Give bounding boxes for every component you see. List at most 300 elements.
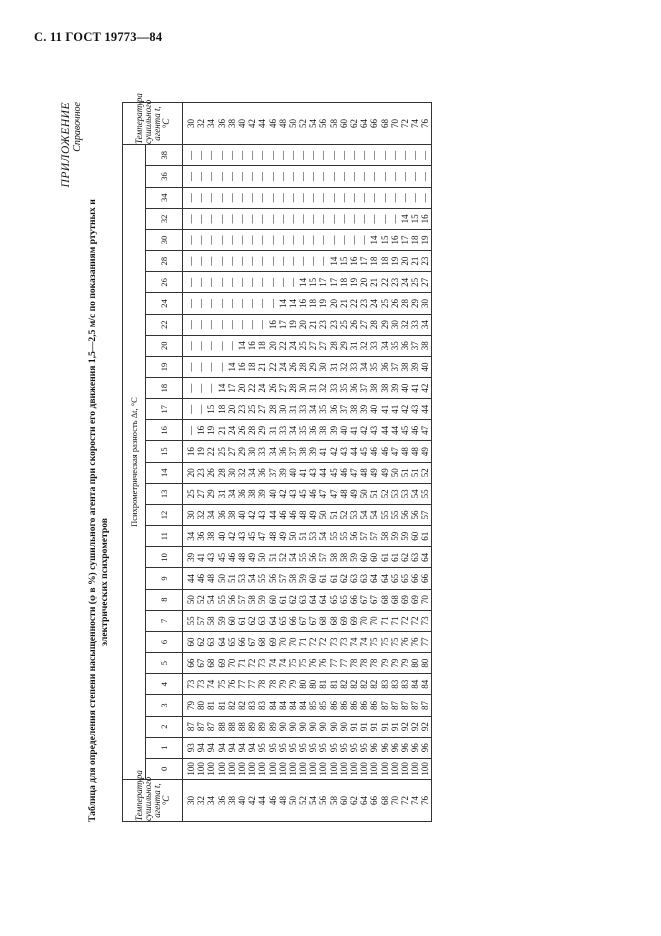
table-cell: 23: [318, 320, 329, 330]
table-cell: 57: [420, 510, 431, 520]
table-cell: —: [186, 298, 196, 308]
table-cell: 64: [369, 574, 380, 584]
left-temp-value: 70: [389, 796, 400, 805]
table-cell: —: [236, 320, 247, 330]
table-cell: 63: [257, 616, 268, 626]
table-cell: —: [186, 277, 196, 287]
table-cell: 95: [318, 743, 329, 753]
table-cell: —: [359, 214, 370, 224]
table-cell: 58: [328, 552, 339, 562]
table-cell: 61: [318, 574, 329, 584]
left-temp-value: 46: [267, 796, 278, 805]
left-temp-value: 38: [226, 796, 237, 805]
table-cell: 59: [399, 531, 410, 541]
table-cell: 87: [410, 700, 421, 710]
table-cell: 33: [328, 383, 339, 393]
table-cell: —: [308, 172, 319, 182]
table-cell: 61: [420, 531, 431, 541]
table-cell: 79: [287, 679, 298, 689]
table-cell: 49: [420, 447, 431, 457]
table-cell: 40: [267, 489, 278, 499]
table-cell: 47: [420, 425, 431, 435]
table-cell: 82: [226, 700, 237, 710]
table-cell: —: [206, 150, 217, 160]
table-cell: 22: [349, 298, 359, 308]
table-cell: 100: [328, 762, 339, 776]
table-cell: 39: [328, 425, 339, 435]
table-cell: —: [196, 235, 207, 245]
table-cell: 38: [349, 404, 359, 414]
table-cell: —: [308, 235, 319, 245]
left-temp-value: 52: [298, 796, 309, 805]
table-cell: 46: [379, 447, 390, 457]
table-cell: 64: [308, 595, 319, 605]
table-cell: —: [216, 150, 227, 160]
table-cell: —: [349, 214, 359, 224]
table-cell: 42: [420, 383, 431, 393]
table-cell: —: [186, 404, 196, 414]
table-cell: 27: [196, 489, 207, 499]
table-cell: 42: [328, 447, 339, 457]
table-cell: 32: [196, 510, 207, 520]
data-column: [183, 483, 432, 504]
table-caption: [58, 102, 118, 822]
table-cell: 71: [298, 637, 309, 647]
table-cell: 25: [247, 404, 258, 414]
table-cell: —: [328, 193, 339, 203]
table-cell: —: [267, 193, 278, 203]
data-column: [183, 378, 432, 399]
table-cell: 34: [206, 510, 217, 520]
table-cell: 44: [267, 510, 278, 520]
table-cell: 74: [267, 658, 278, 668]
column-header-delta: 2: [146, 716, 183, 737]
table-title: [87, 102, 111, 822]
table-cell: —: [328, 235, 339, 245]
table-cell: 31: [267, 425, 278, 435]
table-cell: 37: [389, 362, 400, 372]
table-cell: 64: [420, 552, 431, 562]
table-cell: 14: [287, 298, 298, 308]
table-cell: —: [236, 193, 247, 203]
table-cell: —: [236, 298, 247, 308]
table-cell: 19: [206, 425, 217, 435]
table-cell: —: [247, 320, 258, 330]
table-cell: 47: [257, 531, 268, 541]
table-cell: 64: [318, 595, 329, 605]
page-header: С. 11 ГОСТ 19773—84: [34, 30, 163, 44]
table-cell: —: [328, 172, 339, 182]
table-cell: —: [267, 277, 278, 287]
table-cell: 43: [287, 489, 298, 499]
left-temp-value: 76: [420, 796, 431, 805]
left-temp-value: 72: [399, 796, 410, 805]
table-cell: 60: [359, 552, 370, 562]
table-cell: 74: [349, 637, 359, 647]
table-cell: 36: [236, 489, 247, 499]
table-cell: 100: [349, 762, 359, 776]
table-cell: 48: [410, 447, 421, 457]
table-cell: 62: [338, 574, 349, 584]
table-cell: 24: [277, 362, 288, 372]
table-cell: —: [247, 256, 258, 266]
table-cell: 16: [420, 214, 431, 224]
table-cell: —: [318, 256, 329, 266]
table-cell: 47: [328, 489, 339, 499]
table-cell: 79: [379, 658, 390, 668]
table-cell: 37: [287, 447, 298, 457]
table-cell: —: [257, 256, 268, 266]
table-cell: 36: [308, 425, 319, 435]
table-cell: 33: [277, 425, 288, 435]
table-cell: 70: [369, 616, 380, 626]
table-cell: 100: [410, 762, 421, 776]
table-cell: 34: [226, 489, 237, 499]
table-cell: 94: [206, 743, 217, 753]
table-cell: 43: [308, 468, 319, 478]
table-cell: 95: [257, 743, 268, 753]
table-cell: —: [308, 150, 319, 160]
table-cell: —: [267, 214, 278, 224]
table-cell: 22: [277, 341, 288, 351]
table-cell: 31: [349, 341, 359, 351]
table-cell: 49: [247, 552, 258, 562]
table-cell: 40: [399, 383, 410, 393]
table-cell: 41: [196, 552, 207, 562]
table-cell: 78: [267, 679, 278, 689]
table-cell: 58: [206, 616, 217, 626]
table-cell: 70: [359, 616, 370, 626]
table-cell: 42: [226, 531, 237, 541]
table-cell: 54: [206, 595, 217, 605]
left-temp-value: 62: [349, 796, 359, 805]
table-cell: 87: [186, 722, 196, 732]
column-header-delta: 13: [146, 483, 183, 504]
table-cell: —: [186, 383, 196, 393]
table-cell: 25: [298, 341, 309, 351]
table-cell: —: [349, 172, 359, 182]
table-cell: 91: [369, 722, 380, 732]
table-cell: —: [196, 404, 207, 414]
table-cell: —: [247, 172, 258, 182]
table-cell: —: [226, 150, 237, 160]
data-column: [183, 441, 432, 462]
table-cell: —: [247, 277, 258, 287]
right-temp-value: 48: [277, 119, 288, 128]
right-temp-value: 70: [389, 119, 400, 128]
table-cell: 41: [379, 404, 390, 414]
table-cell: 65: [338, 595, 349, 605]
data-column: [183, 631, 432, 652]
table-cell: 46: [338, 468, 349, 478]
column-header-delta: 9: [146, 568, 183, 589]
data-column: [183, 610, 432, 631]
table-cell: 16: [298, 298, 309, 308]
table-cell: 56: [349, 531, 359, 541]
table-cell: 27: [318, 341, 329, 351]
table-cell: 100: [216, 762, 227, 776]
data-column: [183, 335, 432, 356]
table-cell: 37: [338, 404, 349, 414]
table-cell: 32: [359, 341, 370, 351]
table-cell: 58: [247, 595, 258, 605]
table-cell: 28: [399, 298, 410, 308]
table-cell: 24: [287, 341, 298, 351]
table-cell: 38: [379, 383, 390, 393]
table-cell: 37: [359, 383, 370, 393]
table-cell: 65: [277, 616, 288, 626]
table-cell: 79: [399, 658, 410, 668]
table-cell: 33: [369, 341, 380, 351]
left-temp-value: 58: [328, 796, 339, 805]
table-cell: —: [226, 172, 237, 182]
table-cell: 31: [328, 362, 339, 372]
table-cell: 18: [369, 256, 380, 266]
table-cell: 23: [389, 277, 400, 287]
table-cell: —: [277, 256, 288, 266]
table-cell: 22: [379, 277, 390, 287]
table-cell: 48: [338, 489, 349, 499]
table-cell: 59: [389, 531, 400, 541]
table-cell: 48: [267, 531, 278, 541]
column-header-delta: 20: [146, 335, 183, 356]
table-cell: 50: [186, 595, 196, 605]
table-cell: —: [206, 362, 217, 372]
table-cell: —: [369, 193, 380, 203]
table-cell: 30: [389, 320, 400, 330]
table-cell: 30: [247, 447, 258, 457]
right-temp-value: 54: [308, 119, 319, 128]
table-cell: 78: [359, 658, 370, 668]
table-cell: 31: [287, 404, 298, 414]
data-column: [183, 187, 432, 208]
table-cell: 38: [318, 425, 329, 435]
table-cell: 81: [328, 679, 339, 689]
table-cell: 39: [257, 489, 268, 499]
table-cell: —: [369, 172, 380, 182]
table-cell: 50: [318, 510, 329, 520]
table-cell: 47: [389, 447, 400, 457]
table-cell: 33: [349, 362, 359, 372]
table-cell: —: [318, 150, 329, 160]
table-cell: 100: [196, 762, 207, 776]
table-cell: —: [318, 172, 329, 182]
table-cell: —: [379, 214, 390, 224]
table-cell: 38: [298, 447, 309, 457]
left-temp-value: 64: [359, 796, 370, 805]
table-cell: 59: [257, 595, 268, 605]
table-cell: 32: [338, 362, 349, 372]
table-cell: —: [267, 150, 278, 160]
right-temp-value: 66: [369, 119, 380, 128]
table-cell: 73: [328, 637, 339, 647]
table-cell: 90: [277, 722, 288, 732]
table-cell: —: [216, 256, 227, 266]
table-cell: 55: [298, 552, 309, 562]
right-temp-value: 72: [399, 119, 410, 128]
table-cell: 80: [196, 700, 207, 710]
table-cell: 73: [196, 679, 207, 689]
table-cell: —: [186, 256, 196, 266]
table-cell: 73: [186, 679, 196, 689]
column-header-delta: 1: [146, 737, 183, 758]
table-cell: 71: [389, 616, 400, 626]
table-cell: 30: [226, 468, 237, 478]
table-cell: 20: [236, 383, 247, 393]
table-cell: 43: [410, 404, 421, 414]
table-cell: —: [410, 193, 421, 203]
table-cell: 42: [399, 404, 410, 414]
data-column: [183, 208, 432, 229]
table-cell: 52: [420, 468, 431, 478]
table-cell: 14: [369, 235, 380, 245]
table-cell: 42: [247, 510, 258, 520]
data-column: [183, 695, 432, 716]
table-cell: —: [287, 193, 298, 203]
table-cell: —: [216, 214, 227, 224]
table-cell: 26: [236, 425, 247, 435]
right-temp-value: 62: [349, 119, 359, 128]
table-cell: 67: [369, 595, 380, 605]
table-cell: 37: [410, 341, 421, 351]
table-cell: 100: [308, 762, 319, 776]
table-cell: 39: [277, 468, 288, 478]
table-cell: 78: [369, 658, 380, 668]
table-cell: —: [247, 150, 258, 160]
table-cell: 100: [206, 762, 217, 776]
table-cell: 77: [236, 679, 247, 689]
table-cell: 70: [277, 637, 288, 647]
table-cell: 41: [389, 404, 400, 414]
table-cell: 87: [389, 700, 400, 710]
table-cell: 88: [226, 722, 237, 732]
table-cell: 18: [257, 341, 268, 351]
table-cell: 95: [349, 743, 359, 753]
left-temp-value: 48: [277, 796, 288, 805]
table-cell: —: [410, 150, 421, 160]
table-cell: 50: [257, 552, 268, 562]
data-column: [183, 145, 432, 166]
data-column: [183, 547, 432, 568]
table-cell: 50: [359, 489, 370, 499]
table-cell: 56: [410, 510, 421, 520]
table-cell: 19: [196, 447, 207, 457]
table-cell: —: [226, 235, 237, 245]
table-cell: 84: [420, 679, 431, 689]
column-header-delta: 18: [146, 378, 183, 399]
table-cell: 49: [308, 510, 319, 520]
table-cell: 100: [379, 762, 390, 776]
table-cell: 29: [338, 341, 349, 351]
table-cell: 82: [236, 700, 247, 710]
table-cell: —: [196, 150, 207, 160]
table-cell: 84: [287, 700, 298, 710]
table-cell: —: [196, 193, 207, 203]
table-cell: —: [196, 214, 207, 224]
table-cell: 72: [308, 637, 319, 647]
table-cell: 83: [399, 679, 410, 689]
table-cell: 57: [196, 616, 207, 626]
table-cell: 70: [226, 658, 237, 668]
table-cell: 48: [298, 510, 309, 520]
table-cell: 51: [399, 468, 410, 478]
table-cell: 25: [379, 298, 390, 308]
table-cell: 56: [267, 574, 278, 584]
table-cell: 35: [338, 383, 349, 393]
table-cell: 14: [236, 341, 247, 351]
table-cell: 19: [349, 277, 359, 287]
left-temp-value: 42: [247, 796, 258, 805]
table-cell: —: [257, 193, 268, 203]
table-cell: 28: [216, 468, 227, 478]
rotated-table-block: [58, 93, 618, 822]
data-column: [183, 314, 432, 335]
table-cell: —: [247, 298, 258, 308]
table-cell: 100: [236, 762, 247, 776]
table-cell: 66: [186, 658, 196, 668]
column-header-delta: 24: [146, 293, 183, 314]
table-cell: 92: [399, 722, 410, 732]
table-cell: 60: [410, 531, 421, 541]
table-cell: —: [226, 214, 237, 224]
column-header-delta: 4: [146, 674, 183, 695]
table-cell: 20: [328, 298, 339, 308]
table-cell: 70: [420, 595, 431, 605]
table-cell: 34: [420, 320, 431, 330]
column-header-delta: 17: [146, 399, 183, 420]
table-cell: —: [399, 150, 410, 160]
table-cell: 75: [287, 658, 298, 668]
table-cell: 14: [399, 214, 410, 224]
table-cell: 23: [420, 256, 431, 266]
table-cell: —: [206, 235, 217, 245]
table-cell: 82: [338, 679, 349, 689]
table-cell: 39: [186, 552, 196, 562]
table-cell: 29: [410, 298, 421, 308]
table-cell: 76: [318, 658, 329, 668]
table-cell: 30: [318, 362, 329, 372]
column-header-delta: 32: [146, 208, 183, 229]
table-cell: 20: [267, 341, 278, 351]
right-temp-value: 76: [420, 119, 431, 128]
table-cell: 44: [389, 425, 400, 435]
table-cell: 76: [399, 637, 410, 647]
data-column: [183, 674, 432, 695]
table-cell: 67: [247, 637, 258, 647]
left-temp-value: 60: [338, 796, 349, 805]
table-cell: 60: [369, 552, 380, 562]
left-temp-value: 30: [186, 796, 196, 805]
table-cell: 21: [216, 425, 227, 435]
table-cell: 34: [287, 425, 298, 435]
table-cell: 81: [216, 700, 227, 710]
table-cell: 53: [399, 489, 410, 499]
table-cell: —: [206, 383, 217, 393]
data-column: [183, 272, 432, 293]
table-cell: 36: [328, 404, 339, 414]
table-cell: —: [196, 341, 207, 351]
table-cell: 95: [267, 743, 278, 753]
table-cell: 64: [267, 616, 278, 626]
table-cell: 88: [236, 722, 247, 732]
table-cell: 21: [308, 320, 319, 330]
table-cell: 87: [196, 722, 207, 732]
table-cell: 66: [287, 616, 298, 626]
table-cell: 46: [410, 425, 421, 435]
table-cell: 55: [389, 510, 400, 520]
table-cell: 100: [389, 762, 400, 776]
table-cell: 46: [277, 510, 288, 520]
